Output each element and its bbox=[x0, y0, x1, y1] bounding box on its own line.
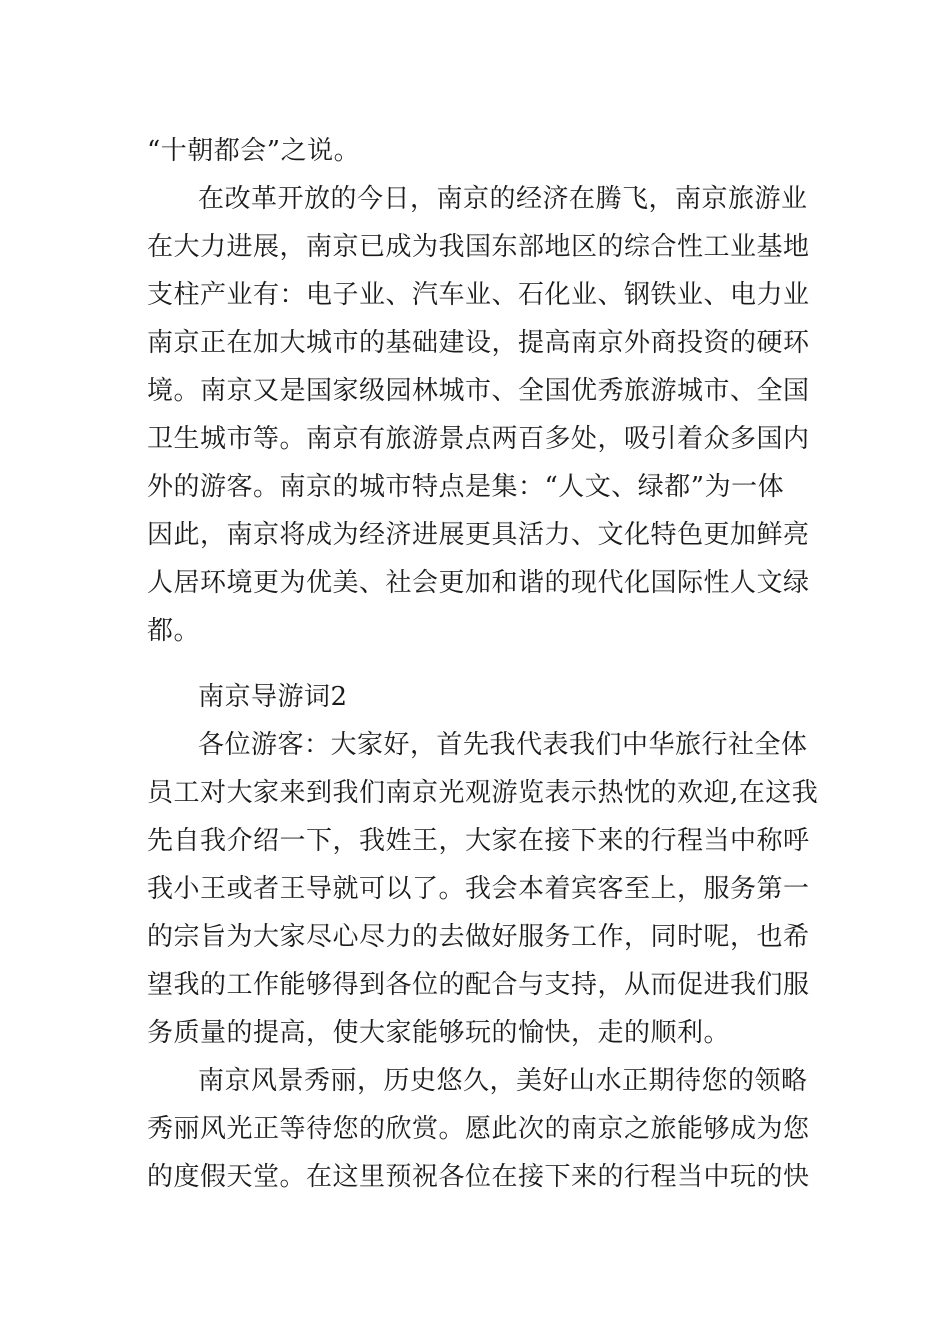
text-line: 人居环境更为优美、社会更加和谐的现代化国际性人文绿 bbox=[147, 568, 810, 598]
text-line: 望我的工作能够得到各位的配合与支持，从而促进我们服 bbox=[147, 970, 810, 1000]
text-line: 因此，南京将成为经济进展更具活力、文化特色更加鲜亮 bbox=[147, 520, 810, 550]
text-line: 在改革开放的今日，南京的经济在腾飞，南京旅游业 bbox=[198, 184, 808, 214]
text-line: 员工对大家来到我们南京光观游览表示热忱的欢迎,在这我 bbox=[147, 778, 819, 808]
text-line: 各位游客：大家好，首先我代表我们中华旅行社全体 bbox=[198, 730, 808, 760]
text-line: 我小王或者王导就可以了。我会本着宾客至上，服务第一 bbox=[147, 874, 810, 904]
text-line: 南京风景秀丽，历史悠久，美好山水正期待您的领略 bbox=[198, 1066, 808, 1096]
text-line: 先自我介绍一下，我姓王，大家在接下来的行程当中称呼 bbox=[147, 826, 810, 856]
text-line: 都。 bbox=[147, 616, 201, 646]
text-line: 务质量的提高，使大家能够玩的愉快，走的顺利。 bbox=[147, 1018, 731, 1048]
text-line: 支柱产业有：电子业、汽车业、石化业、钢铁业、电力业 bbox=[147, 280, 810, 310]
section-heading: 南京导游词2 bbox=[198, 682, 348, 712]
text-line: “十朝都会”之说。 bbox=[147, 136, 361, 166]
text-line: 南京正在加大城市的基础建设，提高南京外商投资的硬环 bbox=[147, 328, 810, 358]
text-line: 的度假天堂。在这里预祝各位在接下来的行程当中玩的快 bbox=[147, 1162, 810, 1192]
text-line: 秀丽风光正等待您的欣赏。愿此次的南京之旅能够成为您 bbox=[147, 1114, 810, 1144]
text-line: 境。南京又是国家级园林城市、全国优秀旅游城市、全国 bbox=[147, 376, 810, 406]
text-line: 卫生城市等。南京有旅游景点两百多处，吸引着众多国内 bbox=[147, 424, 810, 454]
text-line: 外的游客。南京的城市特点是集：“人文、绿都”为一体 bbox=[147, 472, 785, 502]
text-line: 在大力进展，南京已成为我国东部地区的综合性工业基地 bbox=[147, 232, 810, 262]
text-line: 的宗旨为大家尽心尽力的去做好服务工作，同时呢，也希 bbox=[147, 922, 810, 952]
